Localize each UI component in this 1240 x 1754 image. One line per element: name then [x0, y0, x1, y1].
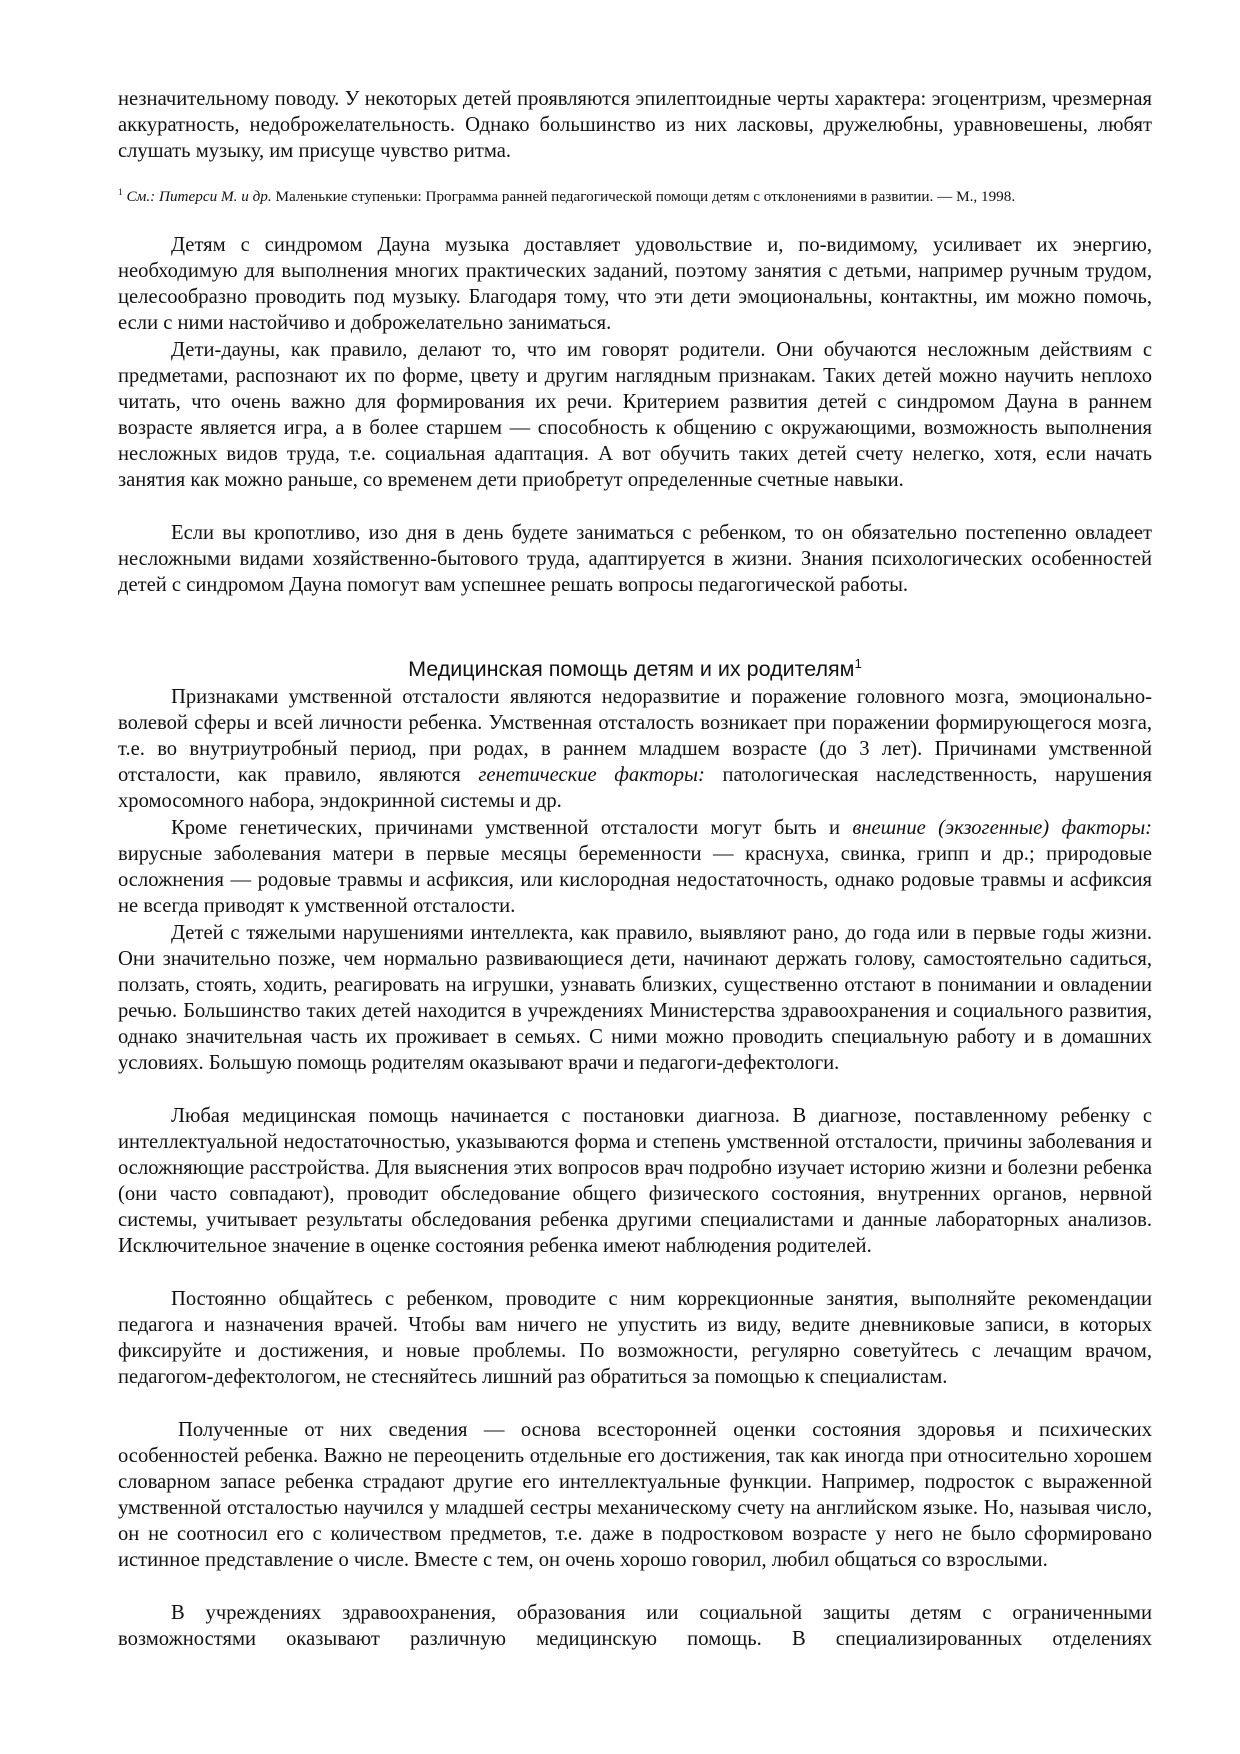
- paragraph-signs-block: [118, 684, 1152, 814]
- paragraph-music-block: [118, 232, 1152, 336]
- paragraph-continuation: незначительному поводу. У некоторых детей проявляются эпилептоидные черты характера: эгоцентризм, чрезмерная аккуратность, недоброжелательность. Однако большинство из них ласковы, дружелюбны, уравновешены, любят слушать музыку, им присуще чувство ритма.: [118, 88, 1152, 163]
- paragraph-signs-tail: патологическая наследственность, нарушения хромосомного набора, эндокринной системы и др.: [118, 764, 1152, 813]
- paragraph-information: Полученные от них сведения — основа всесторонней оценки состояния здоровья и психических особенностей ребенка. Важно не переоценить отдельные его достижения, так как иногда при относительно хорошем словарном запасе ребенка страдают другие его интеллектуальные функции. Например, подросток с выраженной умственной отсталостью научился у младшей сестры механическому счету на английском языке. Но, называя число, он не соотносил его с количеством предметов, т.е. даже в подростковом возрасте у него не было сформировано истинное представление о числе. Вместе с тем, он очень хорошо говорил, любил общаться со взрослыми.: [118, 1419, 1152, 1572]
- paragraph-severe: Детей с тяжелыми нарушениями интеллекта, как правило, выявляют рано, до года или в первые годы жизни. Они значительно позже, чем нормально развивающиеся дети, начинают держать голову, самостоятельно садиться, ползать, стоять, ходить, реагировать на игрушки, узнавать близких, существенно отстают в понимании и овладении речью. Большинство таких детей находится в учреждениях Министерства здравоохранения и социального развития, однако значительная часть их проживает в семьях. С ними можно проводить специальную работу и в домашних условиях. Большую помощь родителям оказывают врачи и педагоги-дефектологи.: [118, 922, 1152, 1075]
- paragraph-downs: Дети-дауны, как правило, делают то, что им говорят родители. Они обучаются несложным действиям с предметами, распознают их по форме, цвету и другим наглядным признакам. Таких детей можно научить неплохо читать, что очень важно для формирования их речи. Критерием развития детей с синдромом Дауна в раннем возрасте является игра, а в более старшем — способность к общению с окружающими, возможность выполнения несложных видов труда, т.е. социальная адаптация. А вот обучить таких детей счету нелегко, хотя, если начать занятия как можно раньше, со временем дети приобретут определенные счетные навыки.: [118, 339, 1152, 492]
- paragraph-communicate-block: [118, 1286, 1152, 1390]
- footnote-block: [118, 187, 1152, 207]
- footnote-marker: 1: [118, 187, 123, 198]
- paragraph-diagnosis: Любая медицинская помощь начинается с постановки диагноза. В диагнозе, поставленному ребенку с интеллектуальной недостаточностью, указываются форма и степень умственной отсталости, причины заболевания и осложняющие расстройства. Для выяснения этих вопросов врач подробно изучает историю жизни и болезни ребенка (они часто совпадают), проводит обследование общего физического состояния, внутренних органов, нервной системы, учитывает результаты обследования ребенка другими специалистами и данные лабораторных анализов. Исключительное значение в оценке состояния ребенка имеют наблюдения родителей.: [118, 1105, 1152, 1258]
- paragraph-institutions: В учреждениях здравоохранения, образования или социальной защиты детям с ограниченными возможностями оказывают различную медицинскую помощь. В специализированных отделениях: [118, 1602, 1152, 1651]
- paragraph-communicate: Постоянно общайтесь с ребенком, проводите с ним коррекционные занятия, выполняйте рекомендации педагога и назначения врачей. Чтобы вам ничего не упустить из виду, ведите дневниковые записи, в которых фиксируйте и достижения, и новые проблемы. По возможности, регулярно советуйтесь с лечащим врачом, педагогом-дефектологом, не стесняйтесь лишний раз обратиться за помощью к специалистам.: [118, 1288, 1152, 1389]
- paragraph-diagnosis-block: [118, 1103, 1152, 1260]
- emphasis-external-factors: внешние (экзогенные) факторы:: [852, 817, 1152, 839]
- footnote: [118, 187, 1152, 207]
- paragraph-daily-work: Если вы кропотливо, изо дня в день будете заниматься с ребенком, то он обязательно постепенно овладеет несложными видами хозяйственно-бытового труда, адаптируется в жизни. Знания психологических особенностей детей с синдромом Дауна помогут вам успешнее решать вопросы педагогической работы.: [118, 522, 1152, 597]
- section-heading: [118, 656, 1152, 683]
- footnote-authors: См.: Питерси М. и др.: [126, 188, 272, 205]
- paragraph-external-factors-block: [118, 815, 1152, 919]
- paragraph-external-tail: вирусные заболевания матери в первые месяцы беременности — краснуха, свинка, грипп и др.; природовые осложнения — родовые травмы и асфиксия, или кислородная недостаточность, однако родовые травмы и асфиксия не всегда приводят к умственной отсталости.: [118, 843, 1152, 918]
- heading-footnote-marker: 1: [854, 655, 862, 671]
- paragraph-severe-block: [118, 920, 1152, 1077]
- paragraph-institutions-block: [118, 1600, 1152, 1652]
- section-heading-block: [118, 656, 1152, 683]
- paragraph-music: Детям с синдромом Дауна музыка доставляет удовольствие и, по-видимому, усиливает их энергию, необходимую для выполнения многих практических заданий, поэтому занятия с детьми, например ручным трудом, целесообразно проводить под музыку. Благодаря тому, что эти дети эмоциональны, контактны, им можно помочь, если с ними настойчиво и доброжелательно заниматься.: [118, 234, 1152, 335]
- paragraph-external-text: Кроме генетических, причинами умственной отсталости могут быть и: [171, 817, 853, 839]
- paragraph-daily-work-block: [118, 520, 1152, 598]
- paragraph-downs-block: [118, 337, 1152, 494]
- top-continuation-block: [118, 86, 1152, 164]
- emphasis-genetic-factors: генетические факторы:: [478, 764, 705, 787]
- paragraph-information-block: [118, 1417, 1152, 1574]
- paragraph-external-factors: [118, 815, 1152, 919]
- paragraph-signs: [118, 684, 1152, 814]
- paragraph-signs-text: Признаками умственной отсталости являются недоразвитие и поражение головного мозга, эмоционально-волевой сферы и всей личности ребенка. Умственная отсталость возникает при поражении формирующегося мозга, т.е. во внутриутробный период, при родах, в раннем младшем возрасте (до 3 лет). Причинами умственной отсталости, как правило, являются: [118, 686, 1152, 787]
- footnote-text: Маленькие ступеньки: Программа ранней педагогической помощи детям с отклонениями в развитии. — М., 1998.: [275, 188, 1016, 205]
- section-heading-text: Медицинская помощь детям и их родителям: [408, 657, 855, 681]
